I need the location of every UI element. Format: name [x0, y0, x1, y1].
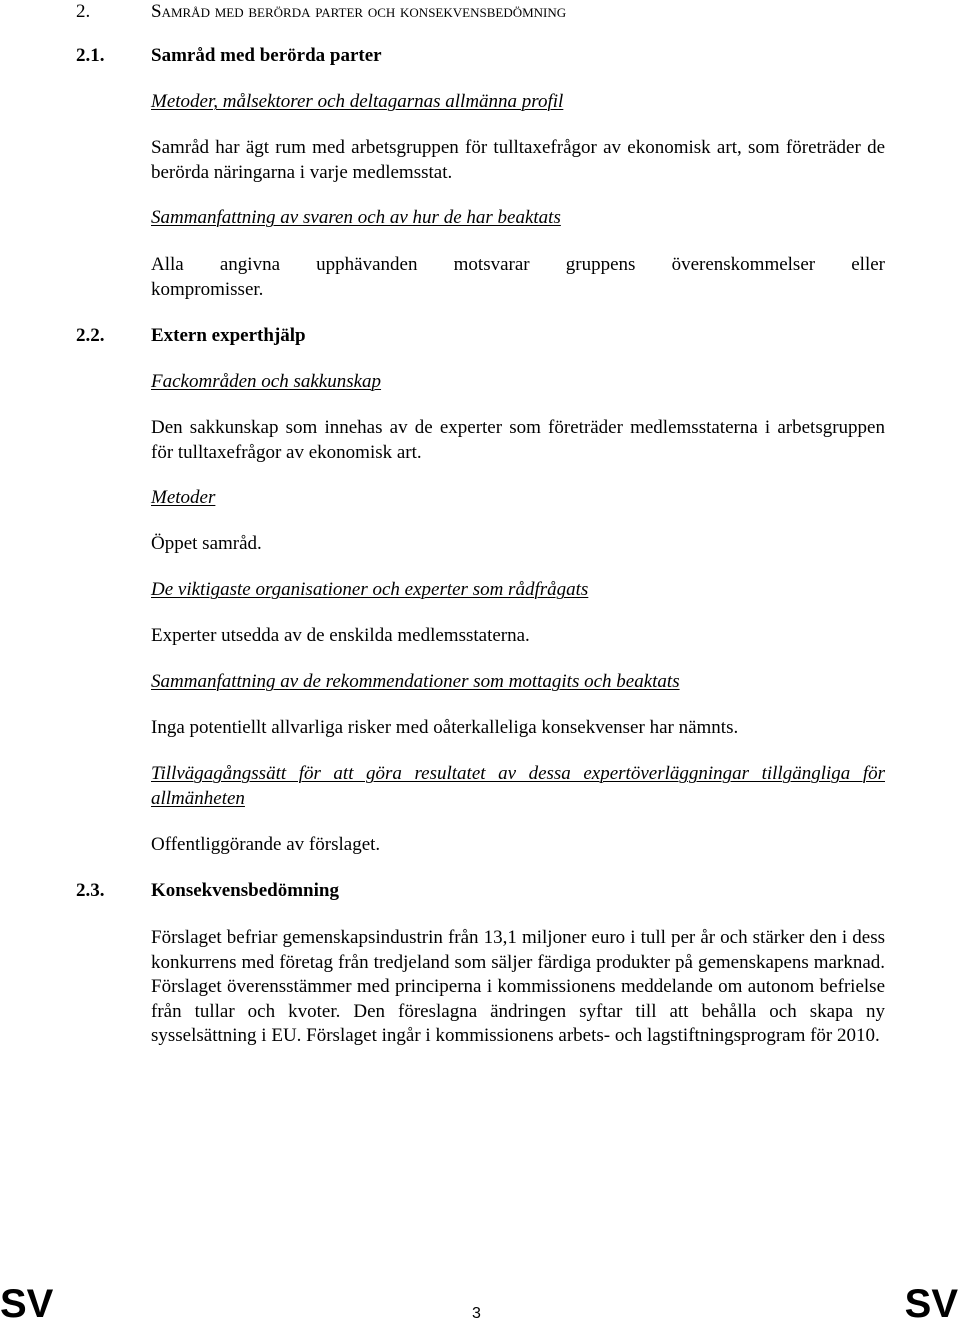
footer-language-left: SV — [0, 1282, 54, 1326]
page-number: 3 — [472, 1305, 481, 1322]
section-2-2-number: 2.2. — [76, 325, 105, 346]
section-2-1-title: Samråd med berörda parter — [151, 45, 382, 66]
paragraph-impact-assessment: Förslaget befriar gemenskapsindustrin från 13,1 miljoner euro i tull per år och stärker den i dess konkurrens med företag från tredjeland som säljer färdiga produkter på gemenskapens marknad. Förslaget överensstämmer med principerna i kommissionens meddelande om autonom befrielse från tullar och kvoter. Den föreslagna ändringen syftar till att behålla och skapa ny sysselsättning i EU. Förslaget ingår i kommissionens arbets- och lagstiftningsprogram för 2010. — [151, 927, 885, 1046]
subheading-summary-recommendations: Sammanfattning av de rekommendationer som mottagits och beaktats — [151, 671, 680, 692]
section-2-3-title: Konsekvensbedömning — [151, 880, 339, 901]
paragraph-expertise: Den sakkunskap som innehas av de experter som företräder medlemsstaterna i arbetsgruppen för tulltaxefrågor av ekonomisk art. — [151, 417, 885, 463]
subheading-fields-expertise: Fackområden och sakkunskap — [151, 371, 382, 392]
footer-language-right: SV — [904, 1282, 958, 1326]
section-2-1-number: 2.1. — [76, 45, 105, 66]
paragraph-repeals-line2: kompromisser. — [151, 279, 264, 300]
paragraph-open-consultation: Öppet samråd. — [151, 533, 262, 554]
paragraph-publication: Offentliggörande av förslaget. — [151, 834, 381, 855]
section-2-title: Samråd med berörda parter och konsekvensbedömning — [151, 1, 567, 22]
subheading-main-organisations: De viktigaste organisationer och experter som rådfrågats — [151, 579, 589, 600]
subheading-means-publicly-available: Tillvägagångssätt för att göra resultatet av dessa expertöverläggningar tillgängliga för allmänheten — [151, 763, 885, 809]
subheading-summary-responses: Sammanfattning av svaren och av hur de har beaktats — [151, 207, 561, 228]
subheading-methods: Metoder — [151, 487, 216, 508]
paragraph-experts-appointed: Experter utsedda av de enskilda medlemsstaterna. — [151, 625, 530, 646]
paragraph-no-risks: Inga potentiellt allvarliga risker med oåterkalleliga konsekvenser har nämnts. — [151, 717, 739, 738]
paragraph-repeals-line1: Alla angivna upphävanden motsvarar gruppens överenskommelser eller — [151, 254, 885, 275]
section-2-3-number: 2.3. — [76, 880, 105, 901]
section-2-number: 2. — [76, 1, 91, 22]
paragraph-consultation: Samråd har ägt rum med arbetsgruppen för tulltaxefrågor av ekonomisk art, som företräder de berörda näringarna i varje medlemsstat. — [151, 137, 885, 183]
section-2-2-title: Extern experthjälp — [151, 325, 306, 346]
subheading-methods-target-sectors: Metoder, målsektorer och deltagarnas allmänna profil — [151, 91, 564, 112]
